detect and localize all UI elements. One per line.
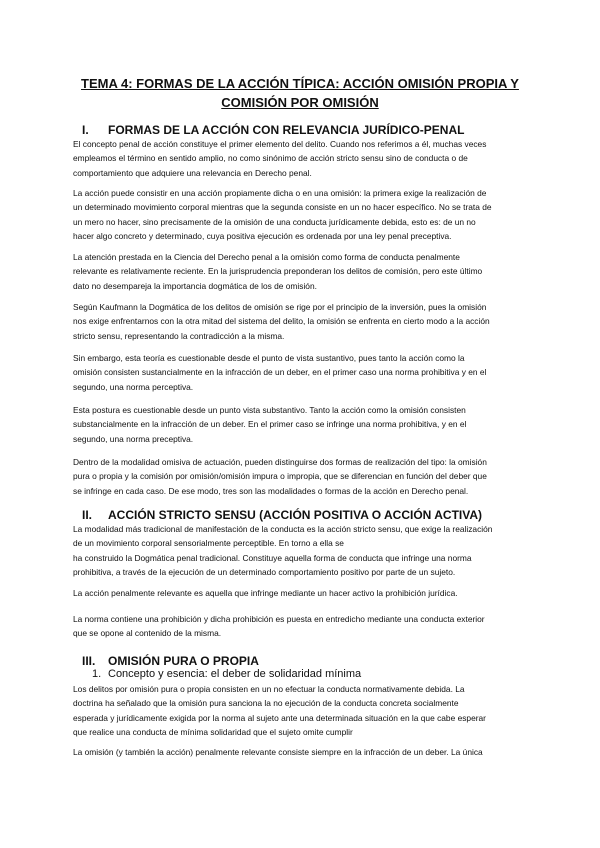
paragraph	[73, 403, 533, 446]
paragraph-line: pura o propia y la comisión por omisión/omisión impura o impropia, que se diferencian en función del deber que	[73, 471, 487, 482]
paragraph	[73, 682, 533, 739]
section-heading-text: FORMAS DE LA ACCIÓN CON RELEVANCIA JURÍDICO-PENAL	[108, 123, 465, 137]
paragraph-line: un mero no hacer, sino precisamente de la omisión de una conducta jurídicamente debida, esto es: de un no	[73, 216, 476, 227]
paragraph	[73, 612, 533, 641]
section-heading-3	[82, 654, 259, 668]
paragraph-line: prohibitiva, a través de la ejecución de un determinado comportamiento positivo por parte de un sujeto.	[73, 566, 456, 577]
section-number: III.	[82, 654, 96, 668]
paragraph-line: Según Kaufmann la Dogmática de los delitos de omisión se rige por el principio de la inversión, pues la omisión	[73, 302, 487, 312]
paragraph	[73, 351, 533, 394]
paragraph-line: que se opone al contenido de la misma.	[73, 628, 222, 639]
paragraph-line: nos exige enfrentarnos con la otra mitad del sistema del delito, la omisión se enfrenta en cierto modo a la acción	[73, 316, 490, 327]
paragraph	[73, 137, 533, 180]
section-heading-text: OMISIÓN PURA O PROPIA	[108, 654, 259, 668]
section-heading-2	[82, 508, 482, 522]
paragraph-line: segundo, una norma preceptiva.	[73, 433, 194, 444]
paragraph-line: La acción penalmente relevante es aquella que infringe mediante un hacer activo la prohibición jurídica.	[73, 588, 458, 598]
paragraph-line: Esta postura es cuestionable desde un punto vista substantivo. Tanto la acción como la omisión consisten	[73, 405, 466, 415]
paragraph-line: La norma contiene una prohibición y dicha prohibición es puesta en entredicho mediante una conducta exterior	[73, 614, 485, 624]
paragraph-line: de un movimiento corporal sensorialmente perceptible. En torno a ella se	[73, 538, 344, 549]
section-number: II.	[82, 508, 93, 522]
paragraph-line: se infringe en cada caso. De ese modo, tres son las modalidades o formas de la acción en Derecho penal.	[73, 485, 469, 496]
subsection-number: 1.	[92, 668, 102, 680]
paragraph	[73, 522, 533, 579]
paragraph-line: comportamiento que adquiere una relevancia en Derecho penal.	[73, 167, 312, 178]
section-heading-1	[82, 123, 464, 137]
paragraph	[73, 250, 533, 293]
paragraph-line: esperada y jurídicamente exigida por la norma al sujeto ante una determinada situación en la que cabe esperar	[73, 712, 486, 723]
paragraph	[73, 455, 533, 498]
paragraph-line: segundo, una norma perceptiva.	[73, 381, 194, 392]
paragraph-line: empleamos el término en sentido amplio, no como sinónimo de acción stricto sensu sino de conducta o de	[73, 153, 468, 164]
paragraph-line: relevante es relativamente reciente. En la jurisprudencia preponderan los delitos de comisión, pero este último	[73, 266, 483, 277]
paragraph	[73, 745, 533, 759]
paragraph-line: ha construido la Dogmática penal tradicional. Constituye aquella forma de conducta que infringe una norma	[73, 552, 472, 563]
paragraph	[73, 300, 533, 343]
paragraph-line: substancialmente en la infracción de un deber. En el primer caso se infringe una norma prohibitiva, y en el	[73, 419, 467, 430]
paragraph	[73, 186, 533, 243]
paragraph-line: Los delitos por omisión pura o propia consisten en un no efectuar la conducta normativamente debida. La	[73, 684, 465, 694]
paragraph-line: dato no desempareja la importancia dogmática de los de omisión.	[73, 280, 317, 291]
paragraph-line: La omisión (y también la acción) penalmente relevante consiste siempre en la infracción de un deber. La única	[73, 747, 483, 757]
subsection-heading	[92, 668, 361, 681]
paragraph-line: Dentro de la modalidad omisiva de actuación, pueden distinguirse dos formas de realización del tipo: la omisión	[73, 457, 487, 467]
paragraph-line: hacer algo concreto y determinado, cuya positiva ejecución es ordenada por una ley penal preceptiva.	[73, 230, 452, 241]
paragraph-line: omisión consisten sustancialmente en la infracción de un deber, en el primer caso una norma prohibitiva y en el	[73, 367, 487, 378]
paragraph-line: La atención prestada en la Ciencia del Derecho penal a la omisión como forma de conducta penalmente	[73, 252, 460, 262]
section-number: I.	[82, 123, 89, 137]
paragraph	[73, 586, 533, 600]
paragraph-line: stricto sensu, representando la contradicción a la misma.	[73, 330, 285, 341]
paragraph-line: un determinado movimiento corporal mientras que la segunda consiste en un no hacer específico. No se trata de	[73, 202, 492, 213]
subsection-heading-text: Concepto y esencia: el deber de solidaridad mínima	[108, 668, 362, 680]
paragraph-line: doctrina ha señalado que la omisión pura sanciona la no ejecución de la conducta concreta socialmente	[73, 698, 459, 709]
paragraph-line: El concepto penal de acción constituye el primer elemento del delito. Cuando nos referimos a él, muchas veces	[73, 139, 487, 149]
section-heading-text: ACCIÓN STRICTO SENSU (ACCIÓN POSITIVA O ACCIÓN ACTIVA)	[108, 508, 483, 522]
paragraph-line: La modalidad más tradicional de manifestación de la conducta es la acción stricto sensu, que exige la realización	[73, 524, 493, 534]
paragraph-line: que realice una conducta de mínima solidaridad que el sujeto omite cumplir	[73, 726, 353, 737]
document-title: TEMA 4: FORMAS DE LA ACCIÓN TÍPICA: ACCIÓN OMISIÓN PROPIA Y COMISIÓN POR OMISIÓN	[81, 76, 519, 110]
paragraph-line: La acción puede consistir en una acción propiamente dicha o en una omisión: la primera exige la realización de	[73, 188, 487, 198]
paragraph-line: Sin embargo, esta teoría es cuestionable desde el punto de vista sustantivo, pues tanto la acción como la	[73, 353, 465, 363]
